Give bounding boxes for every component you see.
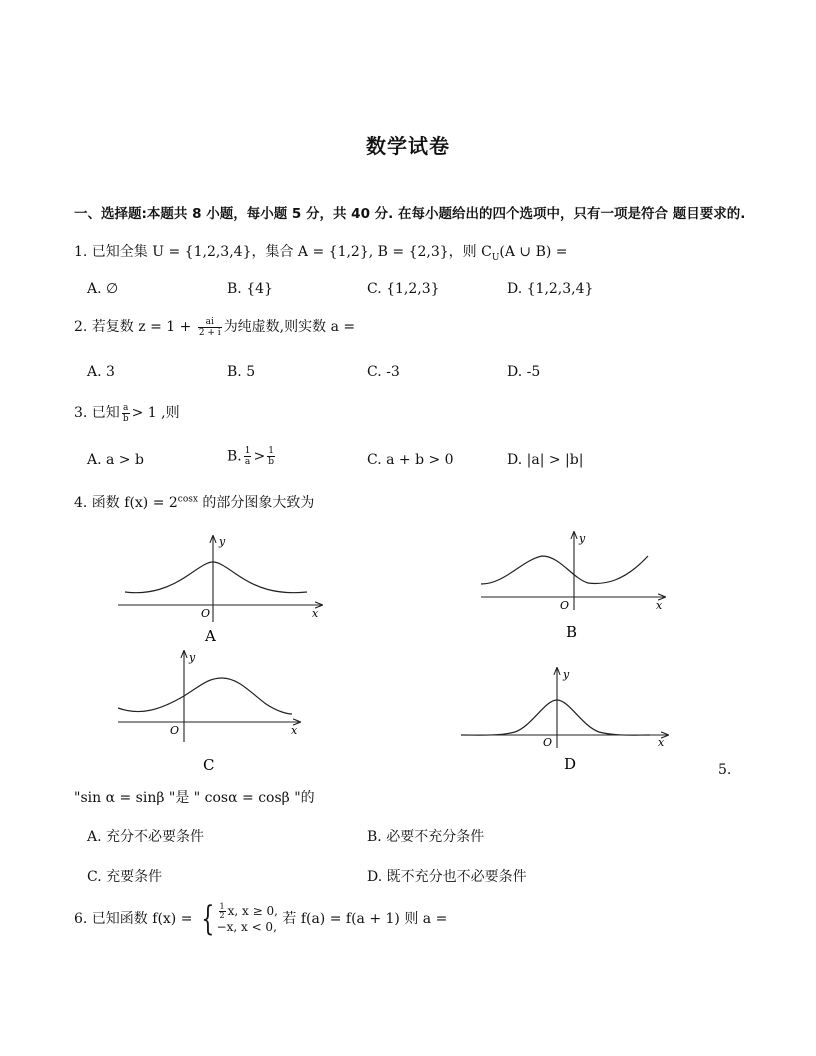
- q1-option-b[interactable]: B. {4}: [227, 281, 273, 297]
- graph-d[interactable]: [461, 668, 668, 773]
- graph-c-x-label: x: [291, 724, 298, 737]
- graph-d-curve: [461, 700, 650, 735]
- graph-c-y-label: y: [189, 651, 196, 664]
- q1-stem: 1. 已知全集 U = {1,2,3,4}，集合 A = {1,2}, B = {2,3}，则 C: [74, 244, 492, 260]
- q2-stem-post: 为纯虚数,则实数 a =: [223, 319, 356, 335]
- q3-optb-frac1: [244, 446, 252, 467]
- q4-sup: cosx: [177, 494, 198, 505]
- graph-d-origin: O: [543, 736, 553, 749]
- graph-a-curve: [125, 562, 307, 593]
- graph-b[interactable]: [481, 532, 665, 641]
- q3-option-c[interactable]: C. a + b > 0: [367, 452, 454, 468]
- q3-optb-frac1-num: 1: [244, 446, 251, 456]
- q2-frac-den: 2 + i: [198, 327, 221, 338]
- q6-case1-frac-num: 1: [219, 902, 225, 911]
- q5-option-a[interactable]: A. 充分不必要条件: [87, 829, 205, 845]
- q6-case-1: [217, 903, 278, 920]
- q6-case1-rest: x, x ≥ 0,: [227, 904, 278, 918]
- graph-b-label: B: [566, 623, 578, 641]
- q6-brace: {: [201, 899, 215, 939]
- q3-optb-frac1-den: a: [244, 457, 251, 467]
- q3-frac-num: a: [123, 402, 129, 413]
- q5-option-d[interactable]: D. 既不充分也不必要条件: [367, 869, 527, 885]
- q1-option-a[interactable]: A. ∅: [87, 281, 119, 297]
- graph-b-x-label: x: [656, 599, 663, 612]
- graph-c-curve: [118, 678, 292, 714]
- q3-optb-frac2: [267, 446, 275, 467]
- question-1: [74, 241, 568, 263]
- q2-fraction: [198, 317, 222, 338]
- q6-case1-frac: [219, 903, 226, 920]
- q5-option-c[interactable]: C. 充要条件: [87, 869, 163, 885]
- q3-optb-frac2-den: b: [268, 457, 274, 467]
- q5-number: 5.: [718, 762, 732, 778]
- q4-graphs: [0, 520, 816, 780]
- question-4: [74, 492, 314, 512]
- q6-case-2: −x, x < 0,: [216, 920, 277, 934]
- q3-option-a[interactable]: A. a > b: [87, 452, 144, 468]
- q1-sub: U: [491, 252, 500, 263]
- q1-stem-end: (A ∪ B) =: [499, 244, 568, 260]
- q2-option-a[interactable]: A. 3: [87, 364, 115, 380]
- q3-fraction: [122, 403, 130, 424]
- question-2: [74, 316, 355, 338]
- q6-stem-pre: 6. 已知函数 f(x) =: [74, 911, 197, 927]
- graph-a-x-label: x: [312, 607, 319, 620]
- q5-option-b[interactable]: B. 必要不充分条件: [367, 829, 485, 845]
- q2-option-c[interactable]: C. -3: [367, 364, 400, 380]
- q2-stem-pre: 2. 若复数 z = 1 +: [74, 319, 196, 335]
- graph-d-x-label: x: [658, 736, 665, 749]
- q1-option-c[interactable]: C. {1,2,3}: [367, 281, 440, 297]
- graph-c-origin: O: [170, 724, 180, 737]
- graph-b-y-label: y: [579, 532, 586, 545]
- graph-c-label: C: [203, 756, 215, 774]
- graph-b-origin: O: [560, 599, 570, 612]
- graph-d-label: D: [564, 755, 577, 773]
- q3-option-b[interactable]: [227, 446, 277, 467]
- q6-stem-post: 若 f(a) = f(a + 1) 则 a =: [277, 911, 448, 927]
- question-6: [74, 899, 448, 939]
- graph-d-y-label: y: [563, 668, 570, 681]
- q3-optb-gt: >: [253, 448, 266, 465]
- q2-option-b[interactable]: B. 5: [227, 364, 256, 380]
- q3-frac-den: b: [122, 413, 129, 424]
- page-title: 数学试卷: [366, 134, 450, 158]
- q3-stem-post: > 1 ,则: [131, 405, 180, 421]
- q1-option-d[interactable]: D. {1,2,3,4}: [507, 281, 594, 297]
- q6-cases: [217, 903, 278, 935]
- q3-optb-label: B.: [227, 448, 242, 465]
- graph-b-curve: [481, 556, 648, 584]
- q2-option-d[interactable]: D. -5: [507, 364, 541, 380]
- graph-a[interactable]: [118, 535, 322, 645]
- q3-stem-pre: 3. 已知: [74, 405, 120, 421]
- q4-stem-post: 的部分图象大致为: [197, 495, 315, 511]
- graph-a-label: A: [205, 627, 216, 645]
- graph-c[interactable]: [118, 651, 300, 774]
- q3-option-d[interactable]: D. |a| > |b|: [507, 452, 584, 468]
- section-header: 一、选择题:本题共 8 小题，每小题 5 分，共 40 分. 在每小题给出的四个选项中，只有一项是符合 题目要求的.: [74, 206, 746, 222]
- q6-case1-frac-den: 2: [219, 911, 225, 920]
- graph-a-y-label: y: [219, 535, 226, 548]
- graph-a-origin: O: [201, 607, 211, 620]
- q3-optb-frac2-num: 1: [268, 446, 274, 456]
- q4-stem-pre: 4. 函数 f(x) = 2: [74, 495, 178, 511]
- q5-stem: "sin α = sinβ "是 " cosα = cosβ "的: [74, 790, 315, 806]
- question-3: [74, 402, 180, 424]
- q2-frac-num: ai: [198, 317, 222, 328]
